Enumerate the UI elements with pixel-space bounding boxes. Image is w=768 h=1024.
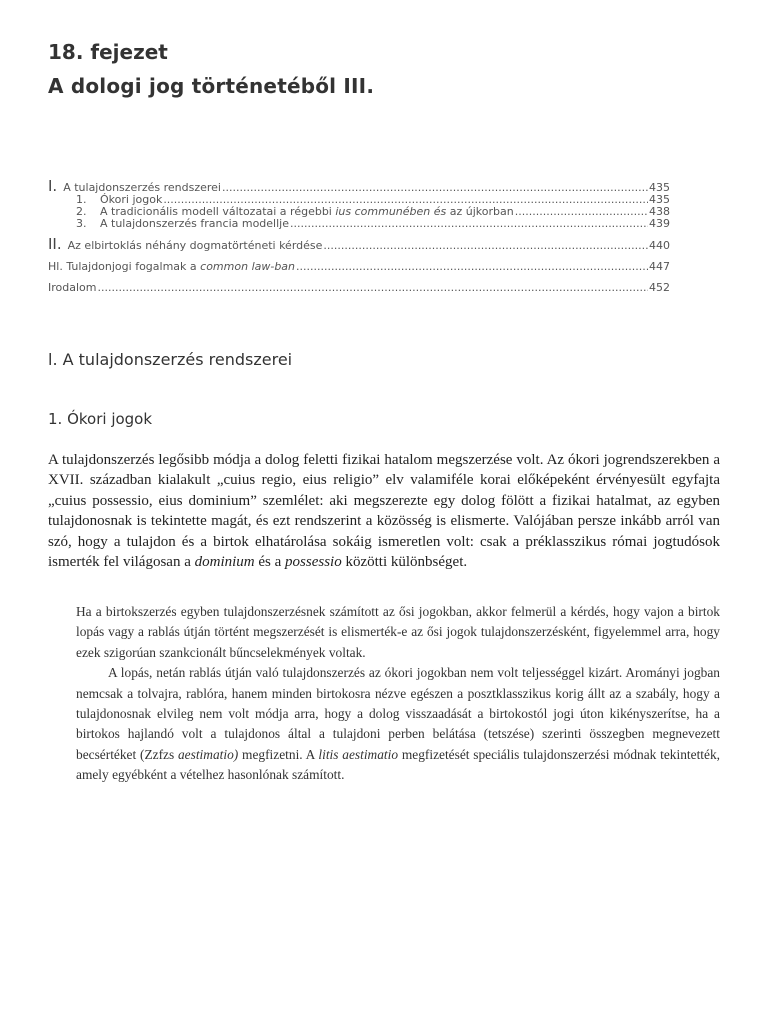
toc-number: 3. [76,217,87,230]
quote-paragraph-1: Ha a birtokszerzés egyben tulajdonszerzésnek számított az ősi jogokban, akkor felmerül a kérdés, hogy vajon a birtok lopás vagy a rablás útján történt megszerzését is elismerték-e az ősi jogok tulajdonszerzésként, figyelemmel arra, hogy ezek szigorúan szankcionált bűncselekmények voltak. [76,604,720,660]
toc-entry-section-3[interactable] [48,261,670,273]
quote-paragraph-2 [76,663,720,785]
quote-text: megfizetni. A [238,746,319,762]
toc-label: A tulajdonszerzés rendszerei [63,181,221,194]
toc-label: Hl. Tulajdonjogi fogalmak a [48,260,201,273]
toc-leader [296,261,648,273]
section-heading: l. A tulajdonszerzés rendszerei [48,350,293,369]
quote-text: megfizetését speciális tulajdonszerzési módnak tekintették, amely egyébként a vételhez hasonlónak számított. [76,746,720,783]
para-italic: dominium [194,554,255,571]
toc-label: Ókori jogok [100,193,163,206]
toc-entry-bibliography[interactable] [48,282,670,294]
toc-entry-section-1[interactable] [48,177,670,195]
toc-page: 447 [649,260,670,273]
toc-label: Irodalom [48,281,97,294]
toc-entry-1-3[interactable] [48,218,670,230]
toc-label-italic: common law-ban [200,260,296,273]
toc-label: A tulajdonszerzés francia modellje [100,217,289,230]
toc-page: 435 [649,181,670,194]
toc-leader [323,240,648,252]
para-text: A tulajdonszerzés legősibb módja a dolog feletti fizikai hatalom megszerzése volt. Az ókori jogrendszerekben a XVII. században kialakult „cuius regio, eius religio” elv valamiféle korai előképeként érvényesült egyfajta „cuius possessio, eius dominium” szemlélet: aki megszerezte egy dolog fölött a fizikai hatalmat, az egyben tulajdonosnak is tekintette magát, és ezt rendszerint a közösség is elismerte. Valójában persze inkább arról van szó, hogy a tulajdon és a birtok elhatárolása sokáig ismeretlen volt: csak a préklasszikus római jogtudósok ismerték fel világosan a [48,452,720,571]
toc-label: Az elbirtoklás néhány dogmatörténeti kérdése [67,239,323,252]
subsection-heading: 1. Ókori jogok [48,410,153,428]
chapter-title: A dologi jog történetéből III. [48,74,375,98]
toc-number: 2. [76,205,87,218]
toc-label-end: az újkorban [446,205,514,218]
toc-leader [97,282,648,294]
para-italic: possessio [285,554,342,571]
toc-label: A tradicionális modell változatai a régebbi [100,205,336,218]
toc-leader [290,218,648,230]
toc-page: 438 [649,205,670,218]
para-text: közötti különbséget. [341,554,468,571]
toc-label-italic: ius communében és [335,205,447,218]
toc-leader [515,206,648,218]
block-quote [76,602,720,786]
toc-leader [222,182,648,194]
toc-roman: II. [48,235,62,253]
quote-italic: aestimatio) [177,746,239,762]
quote-text: A lopás, netán rablás útján való tulajdonszerzés az ókori jogokban nem volt teljességgel kizárt. Arományi jogban nemcsak a tolvajra, rablóra, hanem minden birtokosra nézve egészen a posztklasszikus korig állt az a szabály, hogy a tulajdonosnak elvileg nem volt módja arra, hogy a dolog visszaadását a birtokostól jogi úton kikényszerítse, ha a birtokos hajlandó volt a tulajdonos által a tulajdoni perben belátása (tetszése) szerinti összegben megnevezett becsértéket (Zzfzs [76,665,720,762]
toc-page: 435 [649,193,670,206]
quote-italic: litis aestimatio [318,746,399,762]
toc-roman: I. [48,177,58,195]
toc-entry-section-2[interactable] [48,235,670,253]
toc-page: 439 [649,217,670,230]
body-paragraph [48,450,720,572]
toc-page: 452 [649,281,670,294]
toc-number: 1. [76,193,87,206]
para-text: és a [254,554,286,571]
chapter-number: 18. fejezet [48,40,168,64]
toc-page: 440 [649,239,670,252]
table-of-contents [48,177,670,294]
